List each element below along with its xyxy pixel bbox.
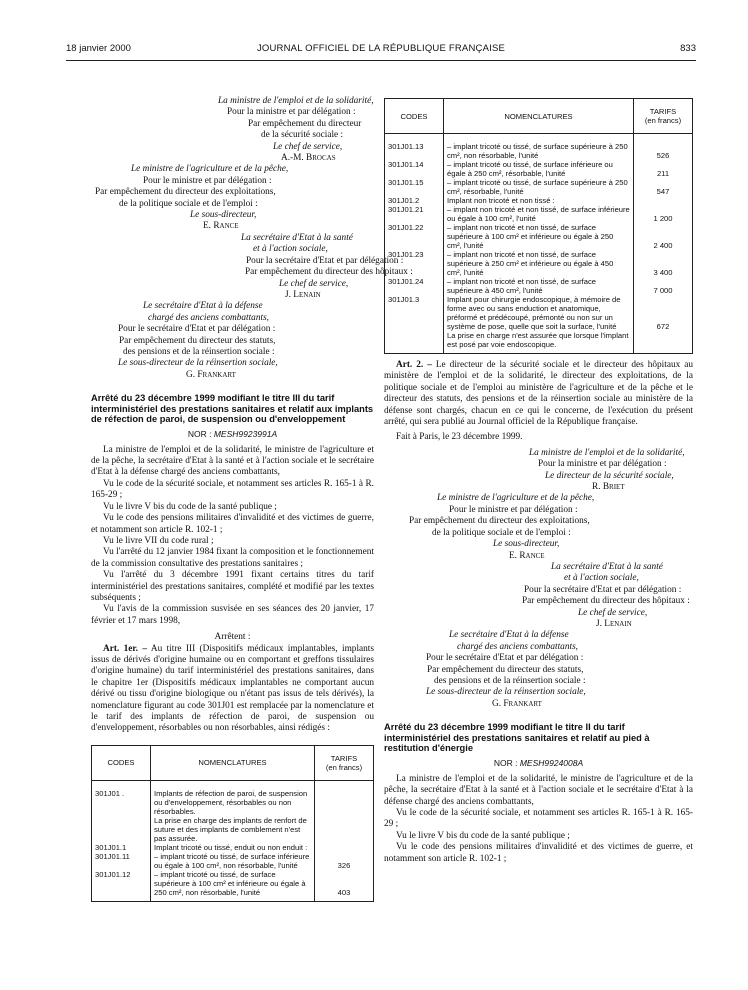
fait-a-paris: Fait à Paris, le 23 décembre 1999.: [396, 432, 523, 443]
visa-paragraph: Vu le code de la sécurité sociale, et notamment ses articles R. 165-1 à R. 165-29 ;: [91, 478, 374, 501]
signature-line: Par empêchement du directeur des hôpitaux :: [522, 596, 690, 607]
arrete-2-visas: [384, 774, 693, 865]
table-row: [385, 205, 693, 223]
visa-paragraph: La ministre de l'emploi et de la solidarité, le ministre de l'agriculture et de la pêche, la secrétaire d'Etat à la santé et à l'action sociale et le secrétaire d'Etat à la défense chargé des anciens combattants,: [384, 773, 693, 807]
signature-line: J. Lenain: [596, 618, 632, 629]
col-tarifs: TARIFS (en francs): [634, 99, 693, 134]
signature-line: Le sous-directeur,: [190, 210, 257, 221]
tarif-table-left: [91, 745, 374, 902]
signature-line: Par empêchement du directeur des hôpitaux :: [245, 267, 413, 278]
signature-line: et à l'action sociale,: [564, 573, 639, 584]
header-date: 18 janvier 2000: [66, 43, 131, 54]
page-header: [66, 43, 696, 57]
nor-value: MESH9924008A: [519, 757, 584, 768]
cell-tarif: [634, 196, 693, 205]
signature-line: Par empêchement du directeur des statuts,: [427, 664, 584, 675]
cell-nomenclature: – implant tricoté ou tissé, de surface inférieure ou égale à 100 cm², non résorbable, l'unité: [151, 852, 315, 870]
cell-tarif: [634, 331, 693, 354]
cell-nomenclature: – implant non tricoté et non tissé, de surface inférieure ou égale à 100 cm², l'unité: [444, 205, 634, 223]
signature-line: de la politique sociale et de l'emploi :: [119, 198, 258, 209]
visa-paragraph: Vu le livre V bis du code de la santé publique ;: [103, 501, 277, 512]
signature-line: J. Lenain: [285, 289, 321, 300]
visa-paragraph: Vu le livre V bis du code de la santé publique ;: [396, 830, 570, 841]
cell-nomenclature: – implant non tricoté et non tissé, de surface supérieure à 450 cm², l'unité: [444, 277, 634, 295]
signature-line: Le chef de service,: [273, 141, 343, 152]
signature-line: La ministre de l'emploi et de la solidarité,: [529, 447, 685, 458]
signature-line: Pour la secrétaire d'Etat et par délégation :: [524, 584, 682, 595]
signature-line: chargé des anciens combattants,: [457, 641, 579, 652]
signature-line: Le secrétaire d'Etat à la défense: [449, 630, 569, 641]
signature-line: chargé des anciens combattants,: [148, 312, 270, 323]
cell-tarif: [315, 816, 374, 843]
cell-tarif: 403: [315, 870, 374, 902]
cell-code: [92, 816, 151, 843]
visa-paragraph: Vu le livre VII du code rural ;: [103, 535, 214, 546]
signature-line: Par empêchement du directeur des statuts,: [119, 335, 276, 346]
cell-code: 301J01.2: [385, 196, 444, 205]
signature-line: La ministre de l'emploi et de la solidarité,: [218, 96, 374, 106]
cell-code: 301J01.24: [385, 277, 444, 295]
signature-line: Pour la ministre et par délégation :: [227, 107, 356, 118]
visa-paragraph: Vu le code des pensions militaires d'invalidité et des victimes de guerre, et notamment son article R. 102-1 ;: [384, 842, 693, 864]
nor-label: NOR :: [493, 757, 518, 768]
cell-nomenclature: – implant tricoté ou tissé, de surface supérieure à 100 cm² et inférieure ou égale à 250 cm², non résorbable, l'unité: [151, 870, 315, 902]
cell-code: 301J01.13: [385, 134, 444, 161]
signature-line: R. Briet: [592, 482, 625, 493]
col-codes: CODES: [385, 99, 444, 134]
table-row: [385, 331, 693, 354]
signature-line: Le sous-directeur,: [493, 539, 560, 550]
article-2: [384, 360, 693, 428]
cell-nomenclature: La prise en charge n'est assurée que lorsque l'implant est posé par voie endoscopique.: [444, 331, 634, 354]
signature-line: G. Frankart: [492, 698, 542, 709]
cell-nomenclature: Implant pour chirurgie endoscopique, à mémoire de forme avec ou sans enduction et anatomique, préformé et prédécoupé, prémonté ou non sur un système de pose, quelle que soit la surface, l'unité: [444, 295, 634, 331]
cell-code: 301J01.11: [92, 852, 151, 870]
tarif-table-right: [384, 98, 693, 354]
cell-tarif: [315, 843, 374, 852]
article-2-label: Art. 2. –: [396, 360, 432, 370]
arrete-1-nor: [91, 429, 374, 439]
table-row: [385, 178, 693, 196]
cell-tarif: 211: [634, 160, 693, 178]
nor-value: MESH9923991A: [213, 428, 278, 439]
signature-line: des pensions et de la réinsertion sociale :: [123, 346, 275, 357]
signature-line: La secrétaire d'Etat à la santé: [241, 232, 353, 243]
cell-nomenclature: – implant tricoté ou tissé, de surface supérieure à 250 cm², non résorbable, l'unité: [444, 134, 634, 161]
col-codes: CODES: [92, 745, 151, 780]
signature-line: Pour la ministre et par délégation :: [538, 459, 667, 470]
signature-line: de la sécurité sociale :: [261, 130, 344, 141]
cell-code: 301J01.21: [385, 205, 444, 223]
cell-code: 301J01.15: [385, 178, 444, 196]
article-1-label: Art. 1er. –: [103, 643, 147, 654]
header-journal-title: JOURNAL OFFICIEL DE LA RÉPUBLIQUE FRANÇAISE: [256, 43, 506, 54]
table-row: [92, 852, 374, 870]
signature-line: des pensions et de la réinsertion sociale :: [434, 675, 586, 686]
visa-paragraph: Vu le code de la sécurité sociale, et notamment ses articles R. 165-1 à R. 165-29 ;: [384, 807, 693, 830]
table-row: [385, 160, 693, 178]
visa-paragraph: La ministre de l'emploi et de la solidarité, le ministre de l'agriculture et de la pêche, la secrétaire d'Etat à la santé et à l'action sociale et le secrétaire d'Etat à la défense chargé des anciens combattants,: [91, 444, 374, 478]
table-row: [385, 196, 693, 205]
signature-line: A.-M. Brocas: [281, 153, 336, 164]
table-row: [385, 223, 693, 250]
cell-tarif: 326: [315, 852, 374, 870]
table-row: [385, 277, 693, 295]
cell-nomenclature: Implants de réfection de paroi, de suspension ou d'enveloppement, résorbables ou non résorbables.: [151, 780, 315, 816]
signature-line: E. Rance: [203, 221, 239, 232]
table-row: [385, 295, 693, 331]
cell-code: 301J01.12: [92, 870, 151, 902]
cell-code: 301J01.1: [92, 843, 151, 852]
article-1: [91, 644, 374, 735]
cell-nomenclature: La prise en charge des implants de renfort de suture et des implants de comblement n'est pas assurée.: [151, 816, 315, 843]
arrete-2-title: Arrêté du 23 décembre 1999 modifiant le titre II du tarif interministériel des prestations sanitaires et relatif au pied à restitution d'énergie: [384, 722, 650, 754]
cell-nomenclature: Implant tricoté ou tissé, enduit ou non enduit :: [151, 843, 315, 852]
header-page-number: 833: [680, 43, 696, 54]
cell-tarif: 547: [634, 178, 693, 196]
table-row: [92, 870, 374, 902]
cell-nomenclature: – implant non tricoté et non tissé, de surface supérieure à 250 cm² et inférieure ou égale à 450 cm², l'unité: [444, 250, 634, 277]
cell-nomenclature: – implant non tricoté et non tissé, de surface supérieure à 100 cm² et inférieure ou égale à 250 cm², l'unité: [444, 223, 634, 250]
cell-code: 301J01.14: [385, 160, 444, 178]
signature-line: Par empêchement du directeur: [248, 118, 362, 129]
signature-line: Le sous-directeur de la réinsertion sociale,: [426, 687, 586, 698]
table-row: [92, 816, 374, 843]
arrete-2-nor: [384, 758, 693, 768]
arretent: Arrêtent :: [214, 632, 251, 643]
cell-nomenclature: – implant tricoté ou tissé, de surface supérieure à 250 cm², résorbable, l'unité: [444, 178, 634, 196]
signature-line: Pour le secrétaire d'Etat et par délégation :: [426, 653, 584, 664]
signature-block-2: [384, 448, 693, 710]
right-column: [384, 98, 693, 865]
visa-paragraph: Vu l'arrêté du 12 janvier 1984 fixant la composition et le fonctionnement de la commission consultative des prestations sanitaires ;: [91, 547, 374, 569]
col-nomenclatures: NOMENCLATURES: [151, 745, 315, 780]
nor-label: NOR :: [187, 428, 212, 439]
signature-line: Le ministre de l'agriculture et de la pêche,: [131, 164, 289, 175]
signature-line: de la politique sociale et de l'emploi :: [432, 527, 571, 538]
signature-line: et à l'action sociale,: [253, 244, 328, 255]
signature-line: G. Frankart: [186, 369, 236, 380]
signature-line: Pour le ministre et par délégation :: [143, 175, 272, 186]
visa-paragraph: Vu le code des pensions militaires d'invalidité et des victimes de guerre, et notamment son article R. 102-1 ;: [91, 513, 374, 535]
visa-paragraph: Vu l'arrêté du 3 décembre 1991 fixant certains titres du tarif interministériel des prestations sanitaires, complété et modifié par les textes subséquents ;: [91, 570, 374, 603]
cell-code: 301J01 .: [92, 780, 151, 816]
article-1-text: Au titre III (Dispositifs médicaux implantables, implants issus de dérivés d'origine humaine ou en comportant et greffons tissulaires d'origine humaine) du tarif interministériel des prestations sanitaires, dans le chapitre 1er (Dispositifs médicaux implantables ne comportant aucun dérivé ou tissu d'origine biologique ou n'étant pas issus de tels dérivés), la nomenclature figurant au code 301J01 est remplacée par la nomenclature et le tarif des implants de réfection de paroi, de suspension ou d'enveloppement, résorbables ou non résorbables, ainsi rédigés :: [91, 643, 375, 734]
signature-line: Le directeur de la sécurité sociale,: [545, 470, 674, 481]
visa-paragraph: Vu l'avis de la commission susvisée en ses séances des 20 janvier, 17 février et 17 mars 1998,: [91, 604, 374, 626]
arrete-1-visas: [91, 445, 374, 628]
cell-code: [385, 331, 444, 354]
cell-code: 301J01.3: [385, 295, 444, 331]
col-tarifs: TARIFS (en francs): [315, 745, 374, 780]
cell-tarif: 1 200: [634, 205, 693, 223]
signature-line: Par empêchement du directeur des exploitations,: [409, 516, 590, 527]
cell-code: 301J01.22: [385, 223, 444, 250]
signature-line: Le chef de service,: [578, 607, 648, 618]
cell-tarif: 7 000: [634, 277, 693, 295]
arrete-1-title: Arrêté du 23 décembre 1999 modifiant le titre III du tarif interministériel des prestations sanitaires et relatif aux implants de réfection de paroi, de suspension ou d'enveloppement: [91, 393, 374, 425]
cell-tarif: 2 400: [634, 223, 693, 250]
cell-nomenclature: – implant tricoté ou tissé, de surface inférieure ou égale à 250 cm², résorbable, l'unité: [444, 160, 634, 178]
col-nomenclatures: NOMENCLATURES: [444, 99, 634, 134]
signature-line: Le secrétaire d'Etat à la défense: [143, 301, 263, 312]
signature-line: Pour le ministre et par délégation :: [449, 504, 578, 515]
signature-line: E. Rance: [509, 550, 545, 561]
cell-nomenclature: Implant non tricoté et non tissé :: [444, 196, 634, 205]
signature-line: Le chef de service,: [279, 278, 349, 289]
cell-tarif: 526: [634, 134, 693, 161]
table-row: [385, 250, 693, 277]
signature-line: Le sous-directeur de la réinsertion sociale,: [118, 358, 278, 369]
signature-line: Pour le secrétaire d'Etat et par délégation :: [118, 324, 276, 335]
signature-line: La secrétaire d'Etat à la santé: [551, 561, 663, 572]
cell-tarif: 672: [634, 295, 693, 331]
cell-code: 301J01.23: [385, 250, 444, 277]
signature-line: Pour la secrétaire d'Etat et par délégation :: [246, 255, 404, 266]
cell-tarif: 3 400: [634, 250, 693, 277]
article-2-text: Le directeur de la sécurité sociale et le directeur des hôpitaux au ministère de l'emploi et de la solidarité, le directeur des exploitations, de la politique sociale et de l'emploi au ministère de l'agriculture et de la pêche et le directeur des statuts, des pensions et de la réinsertion sociale au ministère de la défense sont chargés, chacun en ce qui le concerne, de l'exécution du présent arrêté, qui sera publié au Journal officiel de la République française.: [384, 360, 694, 428]
signature-line: Par empêchement du directeur des exploitations,: [95, 187, 276, 198]
table-row: [92, 843, 374, 852]
table-row: [385, 134, 693, 161]
signature-line: Le ministre de l'agriculture et de la pêche,: [437, 493, 595, 504]
cell-tarif: [315, 780, 374, 816]
header-rule: [66, 60, 696, 61]
table-row: [92, 780, 374, 816]
